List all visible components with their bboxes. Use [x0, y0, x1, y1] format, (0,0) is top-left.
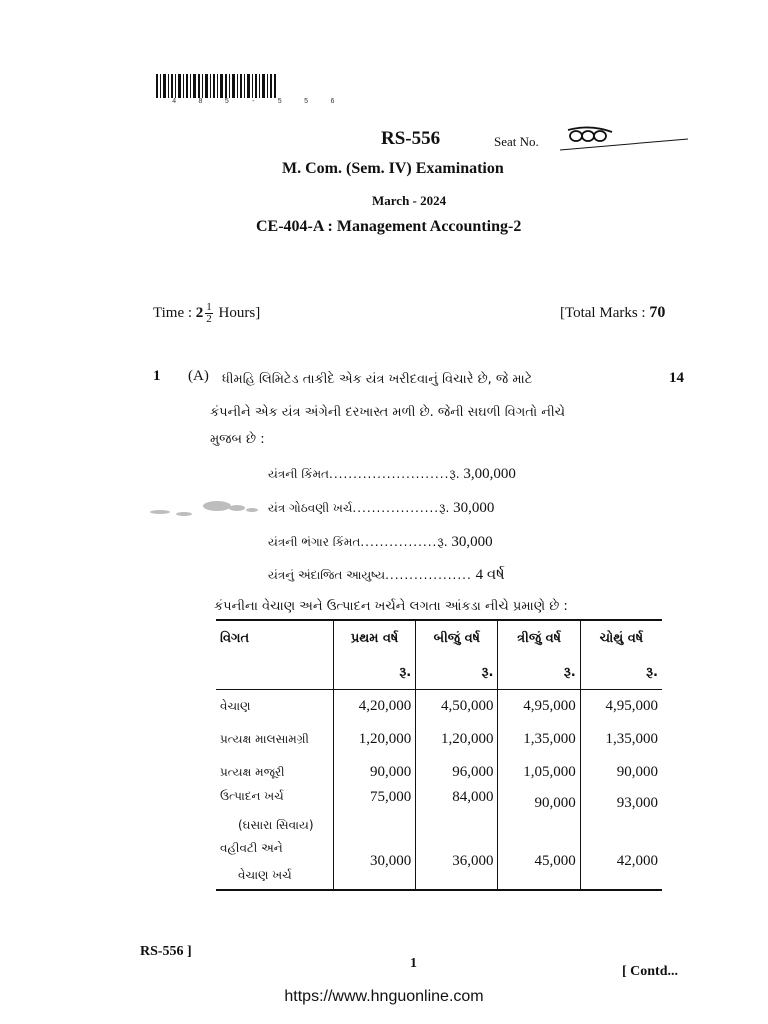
table-cell: 1,05,000: [498, 756, 580, 789]
table-cell: 96,000: [416, 756, 498, 789]
question-number: 1: [153, 368, 161, 384]
currency-cell: [216, 655, 333, 690]
table-header-row: [216, 620, 662, 655]
spec-amount: 30,000: [451, 534, 493, 550]
col-header-year-2: બીજું વર્ષ: [416, 620, 498, 655]
spec-amount: 3,00,000: [463, 466, 516, 482]
spec-dots: ................: [360, 535, 438, 549]
source-url[interactable]: https://www.hnguonline.com: [284, 988, 484, 1005]
spec-installation-cost: [268, 500, 494, 517]
table-row: [216, 690, 662, 724]
spec-currency: રૂ.: [439, 501, 450, 515]
question-marks: 14: [669, 370, 684, 386]
time-label: Time :: [153, 304, 193, 321]
scan-smudge: [142, 496, 262, 522]
table-cell: 30,000: [333, 833, 415, 890]
table-cell: 4,50,000: [416, 690, 498, 724]
spec-label: યંત્ર ગોઠવણી ખર્ચ: [268, 501, 353, 515]
spec-dots: ..................: [352, 501, 440, 515]
table-cell: 42,000: [580, 833, 662, 890]
row-label-line-2: વેચાણ ખર્ચ: [238, 868, 292, 882]
row-label: વેચાણ: [216, 690, 333, 724]
spec-machine-cost: [268, 466, 516, 483]
row-label-line-2: (ઘસારા સિવાય): [238, 818, 314, 832]
table-cell: 4,95,000: [605, 698, 658, 714]
spec-scrap-value: [268, 534, 493, 551]
row-label: પ્રત્યક્ષ મજૂરી: [216, 756, 333, 789]
total-value: 70: [649, 304, 666, 321]
spec-label: યંત્રની ભંગાર કિંમત: [268, 535, 361, 549]
question-text-line-2: કંપનીને એક યંત્ર અંગેની દરખાસ્ત મળી છે. જેની સઘળી વિગતો નીચે: [210, 405, 566, 420]
spec-label: યંત્રની કિંમત: [268, 467, 330, 481]
barcode-number: 4 8 5 - 5 5 6: [172, 98, 344, 106]
spec-currency: રૂ.: [437, 535, 448, 549]
col-header-year-4: ચોથું વર્ષ: [580, 620, 662, 655]
currency-cell: રૂ.: [580, 655, 662, 690]
sales-cost-table: [216, 619, 662, 891]
spec-dots: .........................: [329, 467, 450, 481]
table-row: [216, 789, 662, 833]
time-denominator: 2: [206, 313, 212, 325]
row-label-line-1: વહીવટી અને: [220, 841, 283, 855]
question-text-line-1: ધીમહિ લિમિટેડ તાકીદે એક યંત્ર ખરીદવાનું વિચારે છે, જે માટે: [222, 372, 533, 387]
barcode: [156, 74, 276, 100]
col-header-year-1: પ્રથમ વર્ષ: [333, 620, 415, 655]
currency-cell: રૂ.: [416, 655, 498, 690]
exam-month: March - 2024: [372, 193, 447, 208]
table-cell: 1,20,000: [333, 723, 415, 756]
table-cell: 1,35,000: [605, 731, 658, 747]
paper-code: RS-556: [381, 128, 441, 149]
table-row: [216, 723, 662, 756]
total-marks: [560, 304, 665, 322]
time-whole: 2: [195, 304, 204, 321]
table-cell: 75,000: [333, 789, 415, 833]
row-label: [216, 833, 333, 890]
time-fraction: [205, 302, 213, 325]
table-cell: 1,35,000: [498, 723, 580, 756]
spec-estimated-life: [268, 566, 505, 584]
table-cell: 36,000: [416, 833, 498, 890]
continued-label: [ Contd...: [622, 964, 679, 979]
seat-label: Seat No.: [494, 134, 539, 149]
row-label: પ્રત્યક્ષ માલસામગ્રી: [216, 723, 333, 756]
row-label: [216, 789, 333, 833]
table-intro: કંપનીના વેચાણ અને ઉત્પાદન ખર્ચને લગતા આંકડા નીચે પ્રમાણે છે :: [214, 599, 568, 614]
currency-cell: રૂ.: [498, 655, 580, 690]
spec-label: યંત્રનું અંદાજિત આયુષ્ય: [268, 568, 386, 582]
table-cell: 4,95,000: [498, 690, 580, 724]
table-cell: 1,20,000: [416, 723, 498, 756]
table-cell: 84,000: [416, 789, 498, 833]
table-cell: 90,000: [498, 789, 580, 833]
footer-paper-code: RS-556 ]: [140, 944, 192, 959]
spec-dots: ..................: [385, 568, 472, 582]
spec-amount: 4 વર્ષ: [475, 567, 505, 583]
time-allowed: [153, 302, 260, 325]
question-subpart: (A): [188, 368, 209, 384]
table-row: [216, 756, 662, 789]
table-cell: 93,000: [616, 795, 658, 811]
col-header-year-3: ત્રીજું વર્ષ: [498, 620, 580, 655]
seat-number-line: [560, 138, 690, 152]
exam-title: M. Com. (Sem. IV) Examination: [282, 160, 504, 177]
table-row: [216, 833, 662, 890]
table-cell: 45,000: [498, 833, 580, 890]
total-label: [Total Marks :: [560, 305, 646, 321]
table-cell: 90,000: [616, 764, 658, 780]
currency-cell: રૂ.: [333, 655, 415, 690]
table-currency-row: [216, 655, 662, 690]
time-unit: Hours]: [218, 304, 261, 321]
table-cell: 4,20,000: [333, 690, 415, 724]
table-cell: 90,000: [333, 756, 415, 789]
col-header-particulars: વિગત: [216, 620, 333, 655]
row-label-line-1: ઉત્પાદન ખર્ચ: [220, 789, 284, 803]
time-numerator: 1: [206, 301, 212, 313]
subject-title: CE-404-A : Management Accounting-2: [256, 218, 522, 235]
page-number: 1: [410, 956, 417, 971]
question-text-line-3: મુજબ છે :: [210, 432, 265, 447]
spec-amount: 30,000: [453, 500, 495, 516]
spec-currency: રૂ.: [449, 467, 460, 481]
